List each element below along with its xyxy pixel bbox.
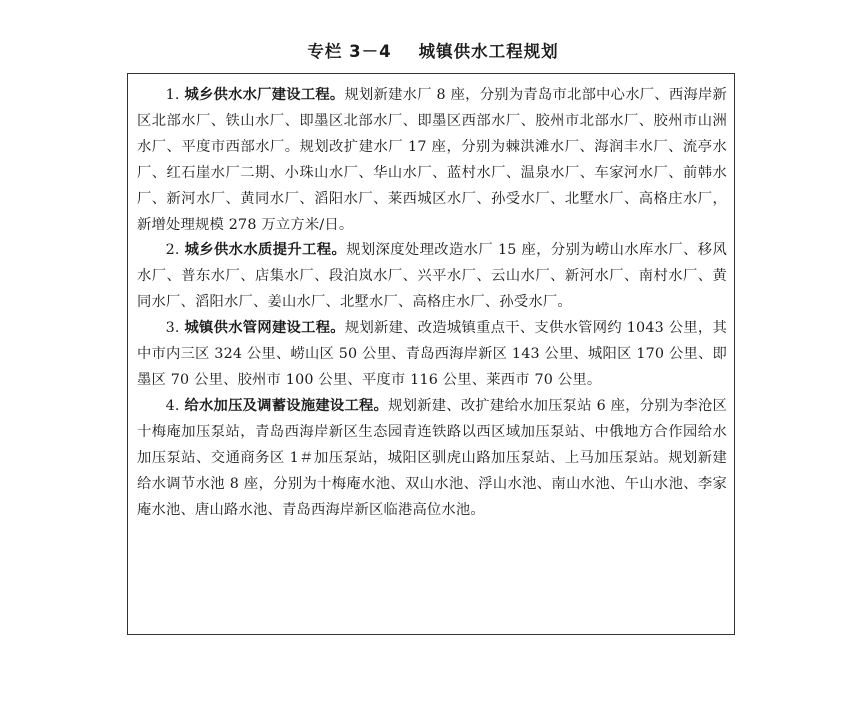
item-number: 3. (165, 320, 185, 337)
content-box (127, 73, 735, 635)
item-heading: 给水加压及调蓄设施建设工程。 (184, 397, 389, 414)
item-number: 1. (165, 87, 185, 103)
item-number: 2. (165, 242, 185, 259)
item-heading: 城乡供水水质提升工程。 (184, 242, 347, 259)
item-body: 规划深度处理改造水厂 15 座，分别为崂山水库水厂、移风水厂、普东水厂、店集水厂、段泊岚水厂、兴平水厂、云山水厂、新河水厂、南村水厂、黄同水厂、滔阳水厂、姜山水厂、北墅水厂、高格庄水厂、孙受水厂。 (137, 242, 727, 311)
item-heading: 城乡供水水厂建设工程。 (184, 87, 345, 103)
page-title: 专栏 3－4 城镇供水工程规划 (307, 42, 559, 61)
item-pressurization-storage-facilities (137, 394, 727, 524)
item-water-plant-construction (137, 83, 727, 238)
item-body: 规划新建、改造城镇重点干、支供水管网约 1043 公里，其中市内三区 324 公里、崂山区 50 公里、青岛西海岸新区 143 公里、城阳区 170 公里、即墨区 70 公里、胶州市 100 公里、平度市 116 公里、莱西市 70 公里。 (137, 320, 727, 388)
item-body: 规划新建、改扩建给水加压泵站 6 座，分别为李沧区十梅庵加压泵站，青岛西海岸新区生态园青连铁路以西区域加压泵站、中俄地方合作园给水加压泵站、交通商务区 1＃加压泵站，城阳区驯虎山路加压泵站、上马加压泵站。规划新建给水调节水池 8 座，分别为十梅庵水池、双山水池、浮山水池、南山水池、午山水池、李家庵水池、唐山路水池、青岛西海岸新区临港高位水池。 (137, 397, 727, 518)
item-pipe-network-construction (137, 316, 727, 394)
item-number: 4. (165, 397, 185, 414)
item-water-quality-improvement (137, 238, 727, 316)
item-body: 规划新建水厂 8 座，分别为青岛市北部中心水厂、西海岸新区北部水厂、铁山水厂、即墨区北部水厂、即墨区西部水厂、胶州市北部水厂、胶州市山洲水厂、平度市西部水厂。规划改扩建水厂 17 座，分别为棘洪滩水厂、海润丰水厂、流亭水厂、红石崖水厂二期、小珠山水厂、华山水厂、蓝村水厂、温泉水厂、车家河水厂、前韩水厂、新河水厂、黄同水厂、滔阳水厂、莱西城区水厂、孙受水厂、北墅水厂、高格庄水厂，新增处理规模 278 万立方米/日。 (137, 87, 727, 233)
item-heading: 城镇供水管网建设工程。 (184, 320, 345, 337)
